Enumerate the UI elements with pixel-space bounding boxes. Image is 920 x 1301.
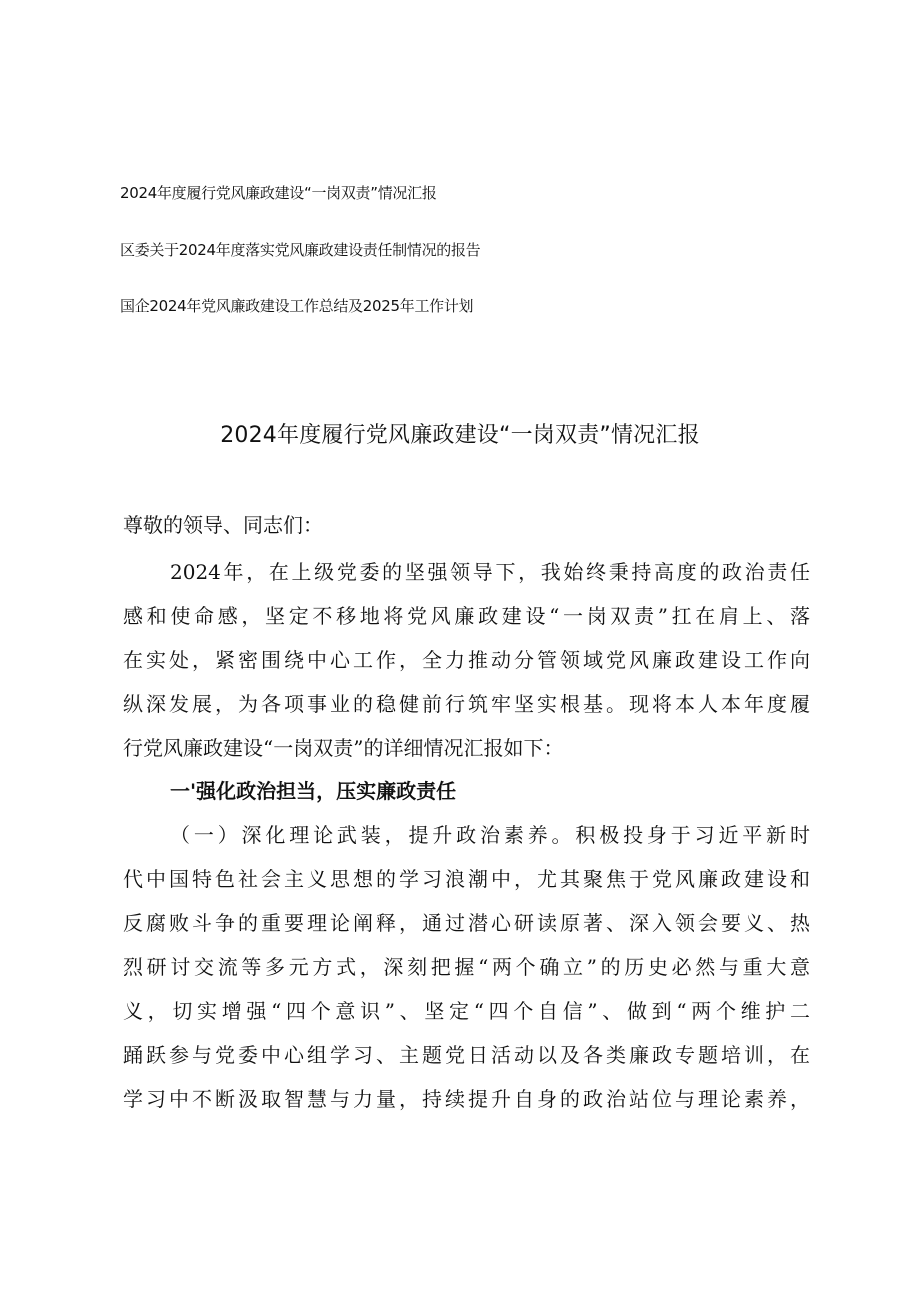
section-heading: 一'强化政治担当，压实廉政责任 bbox=[170, 779, 457, 803]
subsection-line-5: 义，切实增强“四个意识”、坚定“四个自信”、做到“两个维护二 bbox=[123, 999, 810, 1023]
intro-line-5: 行党风廉政建设“一岗双责”的详细情况汇报如下： bbox=[123, 736, 564, 760]
salutation: 尊敬的领导、同志们： bbox=[123, 513, 323, 537]
subsection-line-4: 烈研讨交流等多元方式，深刻把握“两个确立”的历史必然与重大意 bbox=[123, 955, 810, 979]
intro-line-1: 2024年，在上级党委的坚强领导下，我始终秉持高度的政治责任 bbox=[170, 560, 810, 584]
toc-item-1: 2024年度履行党风廉政建设“一岗双责”情况汇报 bbox=[120, 184, 437, 202]
subsection-line-3: 反腐败斗争的重要理论阐释，通过潜心研读原著、深入领会要义、热 bbox=[123, 911, 810, 935]
subsection-line-7: 学习中不断汲取智慧与力量，持续提升自身的政治站位与理论素养， bbox=[123, 1087, 810, 1111]
toc-item-3: 国企2024年党风廉政建设工作总结及2025年工作计划 bbox=[120, 297, 474, 315]
subsection-line-6: 踊跃参与党委中心组学习、主题党日活动以及各类廉政专题培训，在 bbox=[123, 1043, 810, 1067]
document-title: 2024年度履行党风廉政建设“一岗双责”情况汇报 bbox=[220, 423, 700, 448]
toc-item-2: 区委关于2024年度落实党风廉政建设责任制情况的报告 bbox=[120, 241, 481, 259]
intro-line-2: 感和使命感，坚定不移地将党风廉政建设“一岗双责”扛在肩上、落 bbox=[123, 604, 810, 628]
subsection-line-1: （一）深化理论武装，提升政治素养。积极投身于习近平新时 bbox=[170, 823, 810, 847]
intro-line-4: 纵深发展，为各项事业的稳健前行筑牢坚实根基。现将本人本年度履 bbox=[123, 692, 810, 716]
subsection-line-2: 代中国特色社会主义思想的学习浪潮中，尤其聚焦于党风廉政建设和 bbox=[123, 867, 810, 891]
intro-line-3: 在实处，紧密围绕中心工作，全力推动分管领域党风廉政建设工作向 bbox=[123, 648, 810, 672]
